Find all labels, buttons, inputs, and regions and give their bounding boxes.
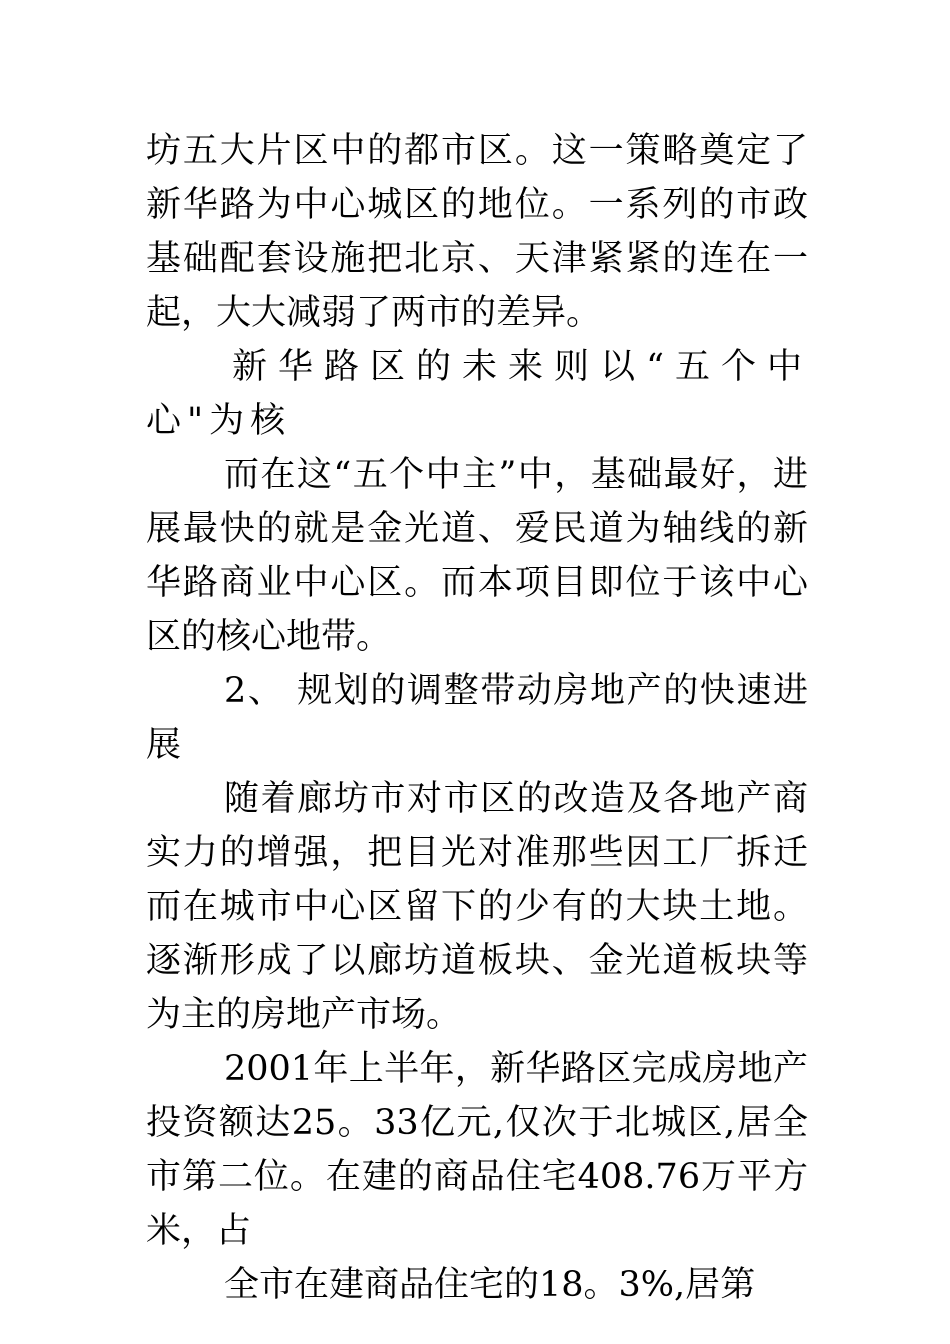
body-text [146, 124, 808, 1312]
paragraph-7: 全市在建商品住宅的18。3%,居第 [224, 1265, 756, 1305]
paragraph-3: 而在这“五个中主”中，基础最好，进展最快的就是金光道、爱民道为轴线的新华路商业中心区。而本项目即位于该中心区的核心地带。 [146, 455, 808, 657]
paragraph-2: 新华路区的未来则以“五个中心"为核 [146, 347, 808, 441]
paragraph-1: 坊五大片区中的都市区。这一策略奠定了新华路为中心城区的地位。一系列的市政基础配套设施把北京、天津紧紧的连在一起，大大减弱了两市的差异。 [146, 131, 808, 333]
paragraph-5: 随着廊坊市对市区的改造及各地产商实力的增强，把目光对准那些因工厂拆迁而在城市中心区留下的少有的大块土地。逐渐形成了以廊坊道板块、金光道板块等为主的房地产市场。 [146, 779, 808, 1035]
paragraph-4-heading: 2、 规划的调整带动房地产的快速进展 [146, 671, 808, 765]
paragraph-6: 2001年上半年，新华路区完成房地产投资额达25。33亿元,仅次于北城区,居全市第二位。在建的商品住宅408.76万平方米，占 [146, 1049, 808, 1251]
